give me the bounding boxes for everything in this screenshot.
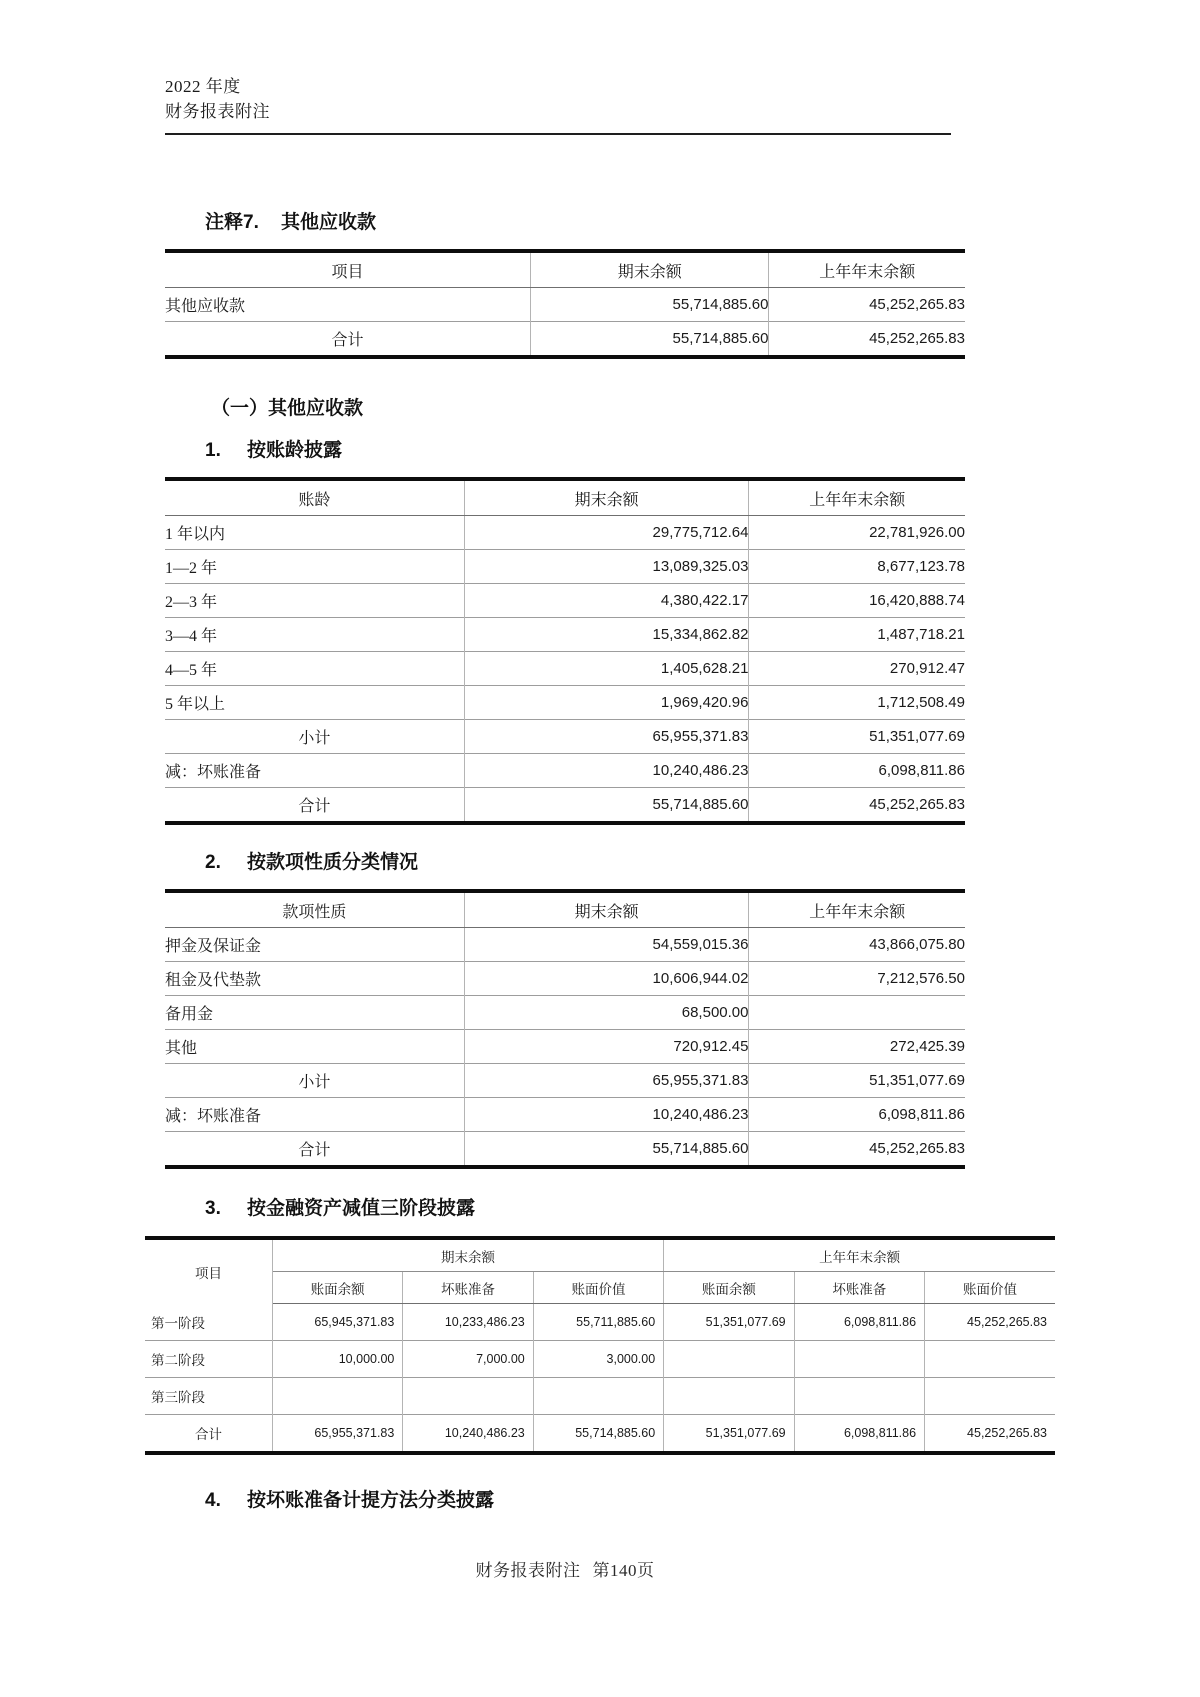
table-row (165, 962, 965, 996)
row-label: 其他 (165, 1030, 464, 1064)
amount-cell (664, 1378, 794, 1415)
amount-cell: 45,252,265.83 (749, 1132, 965, 1168)
column-header-item: 项目 (165, 251, 531, 288)
group-header-ending-balance: 期末余额 (272, 1238, 663, 1272)
amount-cell: 16,420,888.74 (749, 584, 965, 618)
aging-table (165, 477, 965, 825)
amount-cell: 6,098,811.86 (794, 1304, 924, 1341)
table-row (165, 288, 965, 322)
column-header-book-value: 账面价值 (533, 1272, 663, 1304)
amount-cell: 270,912.47 (749, 652, 965, 686)
amount-cell (533, 1378, 663, 1415)
page-header (165, 74, 965, 135)
amount-cell: 55,714,885.60 (531, 322, 769, 358)
amount-cell (925, 1341, 1055, 1378)
row-label: 3—4 年 (165, 618, 464, 652)
table-row (165, 516, 965, 550)
method-heading (205, 1485, 965, 1512)
amount-cell (794, 1378, 924, 1415)
amount-cell (749, 996, 965, 1030)
table-row (145, 1378, 1055, 1415)
amount-cell: 65,955,371.83 (464, 720, 749, 754)
column-header-ending-balance: 期末余额 (531, 251, 769, 288)
table-row-total (165, 322, 965, 358)
amount-cell: 3,000.00 (533, 1341, 663, 1378)
stage-heading (205, 1193, 965, 1220)
table-row (145, 1341, 1055, 1378)
amount-cell: 6,098,811.86 (794, 1415, 924, 1454)
report-year: 2022 年度 (165, 77, 241, 96)
amount-cell: 10,240,486.23 (403, 1415, 533, 1454)
amount-cell: 51,351,077.69 (749, 720, 965, 754)
amount-cell: 55,714,885.60 (464, 788, 749, 824)
column-header-item: 项目 (145, 1238, 272, 1304)
amount-cell: 54,559,015.36 (464, 928, 749, 962)
column-header-nature: 款项性质 (165, 891, 464, 928)
amount-cell: 55,714,885.60 (531, 288, 769, 322)
row-label: 减：坏账准备 (165, 754, 464, 788)
row-label: 4—5 年 (165, 652, 464, 686)
amount-cell: 4,380,422.17 (464, 584, 749, 618)
table-row (165, 618, 965, 652)
row-label: 合计 (165, 788, 464, 824)
footer-page-number: 第140页 (592, 1561, 655, 1580)
table-subheader-row (145, 1272, 1055, 1304)
aging-heading-number: 1. (205, 440, 221, 461)
column-header-prior-balance: 上年年末余额 (769, 251, 965, 288)
footer-title: 财务报表附注 (475, 1561, 581, 1580)
row-label: 1 年以内 (165, 526, 226, 543)
column-header-book-balance: 账面余额 (272, 1272, 402, 1304)
amount-cell: 1,969,420.96 (464, 686, 749, 720)
aging-heading (205, 435, 965, 462)
column-header-book-balance: 账面余额 (664, 1272, 794, 1304)
amount-cell: 45,252,265.83 (769, 322, 965, 358)
amount-cell: 10,240,486.23 (464, 1098, 749, 1132)
table-row-total (145, 1415, 1055, 1454)
table-row-subtotal (165, 720, 965, 754)
row-label: 小计 (165, 720, 464, 754)
row-label: 租金及代垫款 (165, 962, 464, 996)
stage-heading-title: 按金融资产减值三阶段披露 (247, 1198, 476, 1219)
amount-cell (664, 1341, 794, 1378)
amount-cell: 45,252,265.83 (769, 288, 965, 322)
note7-summary-table (165, 249, 965, 359)
table-row (165, 928, 965, 962)
table-row (165, 1030, 965, 1064)
amount-cell: 10,240,486.23 (464, 754, 749, 788)
amount-cell: 22,781,926.00 (749, 516, 965, 550)
amount-cell: 51,351,077.69 (664, 1415, 794, 1454)
amount-cell: 55,711,885.60 (533, 1304, 663, 1341)
row-label: 第二阶段 (145, 1341, 272, 1378)
nature-heading (205, 847, 965, 874)
row-label: 1—2 年 (165, 550, 464, 584)
amount-cell: 13,089,325.03 (464, 550, 749, 584)
group-header-prior-balance: 上年年末余额 (664, 1238, 1055, 1272)
table-row-total (165, 788, 965, 824)
row-label: 其他应收款 (165, 298, 246, 315)
amount-cell: 43,866,075.80 (749, 928, 965, 962)
section-one-heading (211, 393, 965, 420)
column-header-bad-debt-provision: 坏账准备 (794, 1272, 924, 1304)
table-row-total (165, 1132, 965, 1168)
amount-cell: 45,252,265.83 (749, 788, 965, 824)
row-label: 备用金 (165, 996, 464, 1030)
table-row (145, 1304, 1055, 1341)
row-label: 减：坏账准备 (165, 1098, 464, 1132)
amount-cell: 10,000.00 (272, 1341, 402, 1378)
row-label: 小计 (165, 1064, 464, 1098)
row-label: 第三阶段 (145, 1378, 272, 1415)
stage-heading-number: 3. (205, 1198, 221, 1219)
table-row-subtotal (165, 1064, 965, 1098)
amount-cell: 65,955,371.83 (464, 1064, 749, 1098)
section-one-heading-title: （一）其他应收款 (211, 398, 364, 419)
row-label: 押金及保证金 (165, 938, 262, 955)
column-header-book-value: 账面价值 (925, 1272, 1055, 1304)
nature-heading-number: 2. (205, 852, 221, 873)
amount-cell: 51,351,077.69 (664, 1304, 794, 1341)
column-header-bad-debt-provision: 坏账准备 (403, 1272, 533, 1304)
amount-cell (272, 1378, 402, 1415)
note7-heading-title: 其他应收款 (281, 212, 377, 233)
column-header-prior-balance: 上年年末余额 (749, 479, 965, 516)
row-label: 2—3 年 (165, 584, 464, 618)
table-row (165, 686, 965, 720)
table-header-row (165, 251, 965, 288)
amount-cell: 65,945,371.83 (272, 1304, 402, 1341)
method-heading-title: 按坏账准备计提方法分类披露 (247, 1490, 495, 1511)
amount-cell: 1,405,628.21 (464, 652, 749, 686)
amount-cell: 45,252,265.83 (925, 1304, 1055, 1341)
amount-cell: 55,714,885.60 (533, 1415, 663, 1454)
amount-cell: 65,955,371.83 (272, 1415, 402, 1454)
impairment-stage-table (145, 1236, 1055, 1455)
column-header-aging: 账龄 (165, 479, 464, 516)
amount-cell: 15,334,862.82 (464, 618, 749, 652)
table-row (165, 996, 965, 1030)
amount-cell: 10,233,486.23 (403, 1304, 533, 1341)
column-header-ending-balance: 期末余额 (464, 891, 749, 928)
table-row (165, 754, 965, 788)
amount-cell: 10,606,944.02 (464, 962, 749, 996)
table-row (165, 550, 965, 584)
amount-cell: 7,212,576.50 (749, 962, 965, 996)
amount-cell: 7,000.00 (403, 1341, 533, 1378)
amount-cell (794, 1341, 924, 1378)
table-row (165, 652, 965, 686)
report-title: 财务报表附注 (165, 102, 270, 121)
aging-heading-title: 按账龄披露 (247, 440, 343, 461)
nature-heading-title: 按款项性质分类情况 (247, 852, 419, 873)
nature-table (165, 889, 965, 1169)
amount-cell: 68,500.00 (464, 996, 749, 1030)
amount-cell: 1,487,718.21 (749, 618, 965, 652)
header-rule (165, 133, 951, 135)
amount-cell: 51,351,077.69 (749, 1064, 965, 1098)
row-label: 合计 (145, 1415, 272, 1454)
amount-cell (403, 1378, 533, 1415)
table-group-header-row (145, 1238, 1055, 1272)
row-label: 合计 (165, 1132, 464, 1168)
note7-heading (205, 207, 965, 234)
column-header-prior-balance: 上年年末余额 (749, 891, 965, 928)
table-row (165, 584, 965, 618)
table-header-row (165, 891, 965, 928)
amount-cell: 6,098,811.86 (749, 754, 965, 788)
row-label: 第一阶段 (151, 1315, 205, 1331)
page-footer (165, 1556, 965, 1581)
amount-cell: 720,912.45 (464, 1030, 749, 1064)
amount-cell: 272,425.39 (749, 1030, 965, 1064)
amount-cell (925, 1378, 1055, 1415)
amount-cell: 1,712,508.49 (749, 686, 965, 720)
table-row (165, 1098, 965, 1132)
amount-cell: 45,252,265.83 (925, 1415, 1055, 1454)
note7-heading-number: 注释7. (205, 212, 259, 233)
amount-cell: 29,775,712.64 (464, 516, 749, 550)
table-header-row (165, 479, 965, 516)
amount-cell: 8,677,123.78 (749, 550, 965, 584)
amount-cell: 6,098,811.86 (749, 1098, 965, 1132)
method-heading-number: 4. (205, 1490, 221, 1511)
row-label: 合计 (165, 322, 531, 358)
row-label: 5 年以上 (165, 686, 464, 720)
column-header-ending-balance: 期末余额 (464, 479, 749, 516)
amount-cell: 55,714,885.60 (464, 1132, 749, 1168)
